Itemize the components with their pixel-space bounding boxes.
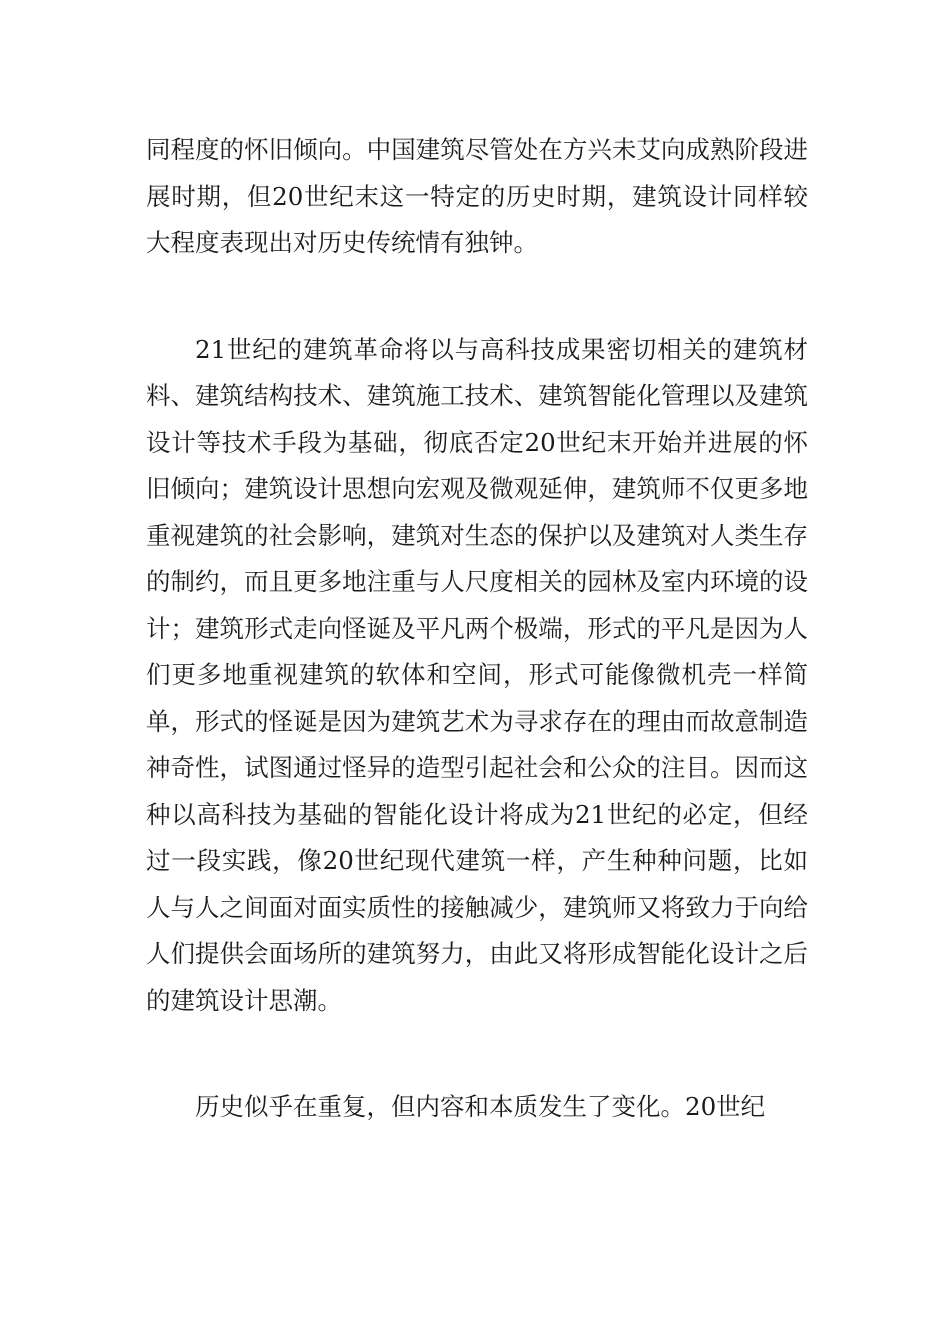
paragraph-architecture-revolution: 21世纪的建筑革命将以与高科技成果密切相关的建筑材料、建筑结构技术、建筑施工技术、建筑智能化管理以及建筑设计等技术手段为基础，彻底否定20世纪末开始并进展的怀旧倾向；建筑设计思想向宏观及微观延伸，建筑师不仅更多地重视建筑的社会影响，建筑对生态的保护以及建筑对人类生存的制约，而且更多地注重与人尺度相关的园林及室内环境的设计；建筑形式走向怪诞及平凡两个极端，形式的平凡是因为人们更多地重视建筑的软体和空间，形式可能像微机壳一样简单，形式的怪诞是因为建筑艺术为寻求存在的理由而故意制造神奇性，试图通过怪异的造型引起社会和公众的注目。因而这种以高科技为基础的智能化设计将成为21世纪的必定，但经过一段实践，像20世纪现代建筑一样，产生种种问题，比如人与人之间面对面实质性的接触减少，建筑师又将致力于向给人们提供会面场所的建筑努力，由此又将形成智能化设计之后的建筑设计思潮。 — [146, 334, 808, 1015]
paragraph-spacer — [146, 1024, 808, 1084]
paragraph-spacer — [146, 267, 808, 327]
body-text — [146, 127, 808, 1131]
paragraph-history-repeats: 历史似乎在重复，但内容和本质发生了变化。20世纪 — [195, 1092, 766, 1121]
paragraph-continuation: 同程度的怀旧倾向。中国建筑尽管处在方兴未艾向成熟阶段进展时期，但20世纪末这一特定的历史时期，建筑设计同样较大程度表现出对历史传统情有独钟。 — [146, 135, 808, 257]
